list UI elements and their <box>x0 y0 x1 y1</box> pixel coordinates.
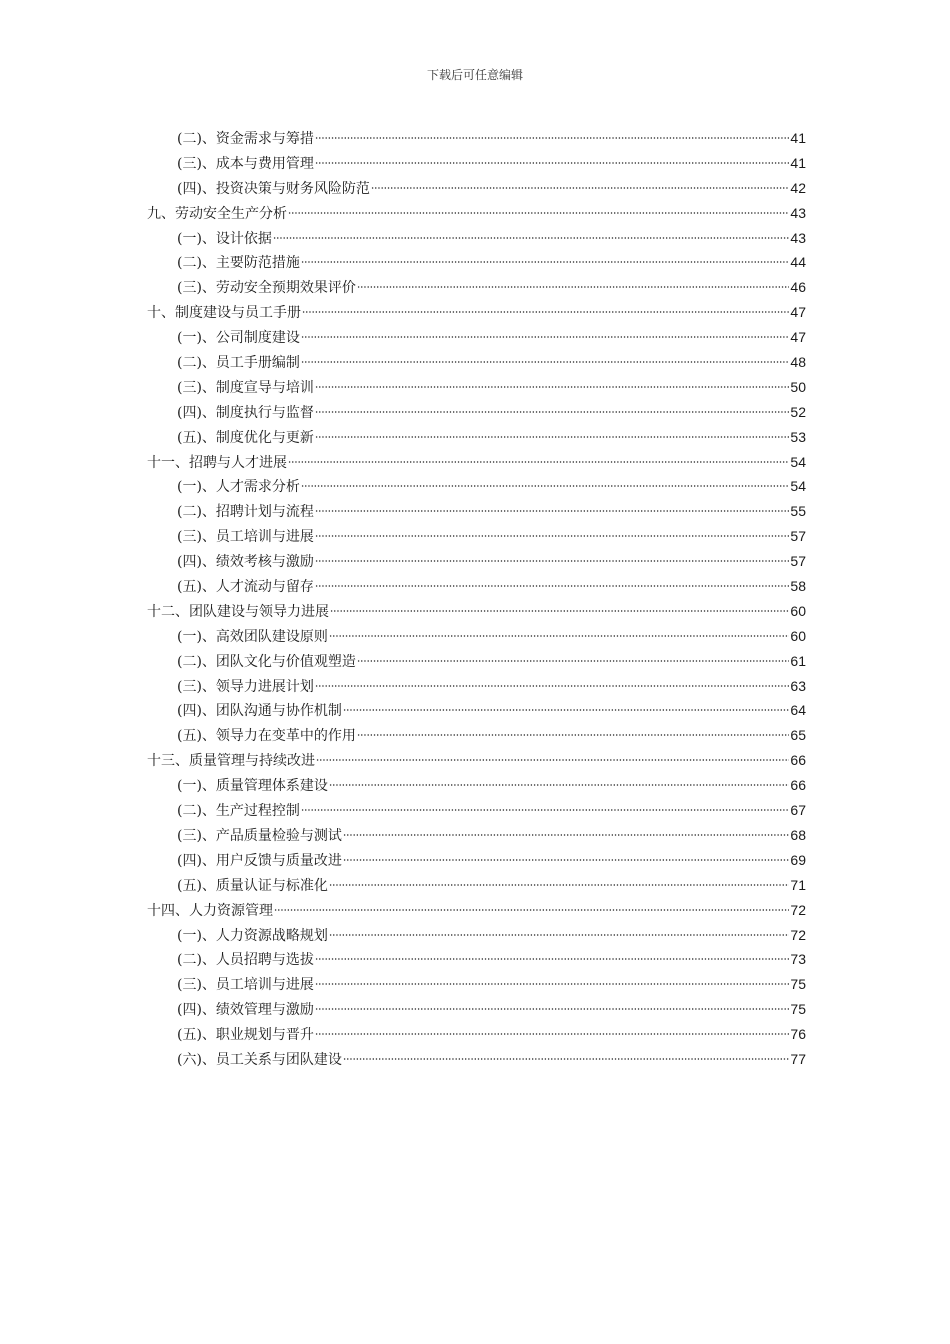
toc-dot-leader <box>315 411 789 413</box>
toc-chapter-entry[interactable] <box>147 201 806 226</box>
toc-page-number: 48 <box>790 354 806 371</box>
toc-page-number: 66 <box>790 752 806 769</box>
toc-entry-title: (五)、领导力在变革中的作用 <box>177 728 356 745</box>
toc-page-number: 47 <box>790 304 806 321</box>
toc-dot-leader <box>301 336 789 338</box>
page-header: 下载后可任意编辑 <box>426 68 523 82</box>
toc-dot-leader <box>274 909 789 911</box>
toc-section-entry[interactable] <box>147 823 806 848</box>
toc-page-number: 41 <box>790 130 806 146</box>
toc-chapter-entry[interactable] <box>147 898 806 923</box>
toc-section-entry[interactable] <box>147 723 806 748</box>
toc-entry-title: 九、劳动安全生产分析 <box>147 205 287 222</box>
toc-section-entry[interactable] <box>147 499 806 524</box>
toc-entry-title: (四)、团队沟通与协作机制 <box>177 703 342 720</box>
toc-section-entry[interactable] <box>147 151 806 176</box>
toc-page-number: 72 <box>790 926 806 943</box>
toc-dot-leader <box>301 485 789 487</box>
toc-page-number: 44 <box>790 254 806 271</box>
toc-entry-title: (一)、人力资源战略规划 <box>177 927 328 944</box>
toc-page-number: 69 <box>790 851 806 868</box>
toc-dot-leader <box>301 809 789 811</box>
toc-page-number: 63 <box>790 677 806 694</box>
toc-dot-leader <box>330 610 789 612</box>
toc-dot-leader <box>315 535 789 537</box>
toc-page-number: 64 <box>790 702 806 719</box>
toc-section-entry[interactable] <box>147 126 806 151</box>
toc-page-number: 52 <box>790 403 806 420</box>
toc-dot-leader <box>343 834 789 836</box>
toc-page-number: 50 <box>790 378 806 395</box>
toc-entry-title: (五)、人才流动与留存 <box>177 579 314 596</box>
toc-entry-title: (一)、公司制度建设 <box>177 330 300 347</box>
toc-page-number: 65 <box>790 727 806 744</box>
toc-entry-title: (四)、绩效管理与激励 <box>177 1002 314 1019</box>
toc-section-entry[interactable] <box>147 1022 806 1047</box>
toc-section-entry[interactable] <box>147 549 806 574</box>
toc-entry-title: 十二、团队建设与领导力进展 <box>147 603 329 620</box>
toc-dot-leader <box>343 1058 789 1060</box>
toc-entry-title: (三)、制度宣导与培训 <box>177 379 314 396</box>
toc-entry-title: (二)、员工手册编制 <box>177 355 300 372</box>
toc-chapter-entry[interactable] <box>147 300 806 325</box>
toc-page-number: 54 <box>790 453 806 470</box>
toc-dot-leader <box>273 237 789 239</box>
toc-page-number: 72 <box>790 901 806 918</box>
toc-section-entry[interactable] <box>147 425 806 450</box>
toc-page-number: 71 <box>790 876 806 893</box>
toc-page-number: 46 <box>790 279 806 296</box>
toc-page-number: 41 <box>790 154 806 171</box>
toc-section-entry[interactable] <box>147 997 806 1022</box>
toc-section-entry[interactable] <box>147 923 806 948</box>
toc-section-entry[interactable] <box>147 972 806 997</box>
toc-section-entry[interactable] <box>147 250 806 275</box>
toc-section-entry[interactable] <box>147 698 806 723</box>
toc-section-entry[interactable] <box>147 674 806 699</box>
toc-section-entry[interactable] <box>147 848 806 873</box>
toc-dot-leader <box>357 734 789 736</box>
toc-page-number: 43 <box>790 204 806 221</box>
toc-chapter-entry[interactable] <box>147 748 806 773</box>
table-of-contents <box>147 126 806 1072</box>
toc-dot-leader <box>315 560 789 562</box>
toc-entry-title: (三)、产品质量检验与测试 <box>177 827 342 844</box>
toc-page-number: 55 <box>790 503 806 520</box>
toc-section-entry[interactable] <box>147 176 806 201</box>
toc-section-entry[interactable] <box>147 275 806 300</box>
toc-dot-leader <box>329 635 789 637</box>
toc-entry-title: (四)、制度执行与监督 <box>177 404 314 421</box>
toc-entry-title: (三)、劳动安全预期效果评价 <box>177 280 356 297</box>
toc-dot-leader <box>315 436 789 438</box>
toc-entry-title: (二)、招聘计划与流程 <box>177 504 314 521</box>
toc-entry-title: (三)、员工培训与进展 <box>177 529 314 546</box>
toc-dot-leader <box>343 709 789 711</box>
toc-page-number: 66 <box>790 777 806 794</box>
toc-entry-title: (五)、职业规划与晋升 <box>177 1027 314 1044</box>
toc-dot-leader <box>357 660 789 662</box>
toc-page-number: 53 <box>790 428 806 445</box>
toc-entry-title: (三)、员工培训与进展 <box>177 977 314 994</box>
toc-page-number: 60 <box>790 627 806 644</box>
toc-dot-leader <box>315 983 789 985</box>
toc-dot-leader <box>371 187 789 189</box>
toc-section-entry[interactable] <box>147 873 806 898</box>
toc-dot-leader <box>288 212 789 214</box>
toc-page-number: 73 <box>790 951 806 968</box>
toc-dot-leader <box>301 361 789 363</box>
toc-entry-title: (四)、绩效考核与激励 <box>177 554 314 571</box>
toc-dot-leader <box>315 137 789 139</box>
toc-page-number: 47 <box>790 329 806 346</box>
toc-entry-title: (二)、生产过程控制 <box>177 803 300 820</box>
toc-entry-title: (六)、员工关系与团队建设 <box>177 1051 342 1068</box>
toc-dot-leader <box>315 585 789 587</box>
toc-chapter-entry[interactable] <box>147 450 806 475</box>
toc-dot-leader <box>315 386 789 388</box>
toc-page-number: 57 <box>790 553 806 570</box>
toc-section-entry[interactable] <box>147 400 806 425</box>
toc-entry-title: (一)、设计依据 <box>177 230 272 247</box>
toc-dot-leader <box>316 759 789 761</box>
toc-page-number: 61 <box>790 652 806 669</box>
toc-entry-title: (二)、主要防范措施 <box>177 255 300 272</box>
toc-dot-leader <box>315 162 789 164</box>
toc-entry-title: (二)、团队文化与价值观塑造 <box>177 653 356 670</box>
toc-page-number: 57 <box>790 528 806 545</box>
toc-section-entry[interactable] <box>147 798 806 823</box>
toc-section-entry[interactable] <box>147 350 806 375</box>
toc-dot-leader <box>315 510 789 512</box>
toc-page-number: 77 <box>790 1050 806 1067</box>
toc-entry-title: (一)、高效团队建设原则 <box>177 628 328 645</box>
toc-entry-title: (一)、人才需求分析 <box>177 479 300 496</box>
toc-dot-leader <box>315 685 789 687</box>
toc-dot-leader <box>315 1008 789 1010</box>
toc-dot-leader <box>357 286 789 288</box>
toc-page-number: 42 <box>790 179 806 196</box>
toc-entry-title: 十、制度建设与员工手册 <box>147 305 301 322</box>
toc-section-entry[interactable] <box>147 1047 806 1072</box>
toc-dot-leader <box>315 1033 789 1035</box>
toc-section-entry[interactable] <box>147 325 806 350</box>
toc-entry-title: (三)、领导力进展计划 <box>177 678 314 695</box>
toc-section-entry[interactable] <box>147 773 806 798</box>
toc-entry-title: 十一、招聘与人才进展 <box>147 454 287 471</box>
toc-entry-title: 十三、质量管理与持续改进 <box>147 753 315 770</box>
toc-entry-title: (四)、投资决策与财务风险防范 <box>177 180 370 197</box>
toc-page-number: 60 <box>790 602 806 619</box>
toc-page-number: 67 <box>790 802 806 819</box>
toc-section-entry[interactable] <box>147 524 806 549</box>
toc-dot-leader <box>343 859 789 861</box>
toc-dot-leader <box>329 884 789 886</box>
toc-section-entry[interactable] <box>147 649 806 674</box>
toc-page-number: 43 <box>790 229 806 246</box>
toc-dot-leader <box>301 261 789 263</box>
toc-page-number: 68 <box>790 826 806 843</box>
toc-dot-leader <box>315 958 789 960</box>
toc-section-entry[interactable] <box>147 624 806 649</box>
toc-page-number: 76 <box>790 1026 806 1043</box>
toc-page-number: 54 <box>790 478 806 495</box>
toc-page-number: 58 <box>790 578 806 595</box>
toc-dot-leader <box>329 784 789 786</box>
toc-page-number: 75 <box>790 1001 806 1018</box>
toc-section-entry[interactable] <box>147 226 806 251</box>
toc-entry-title: (四)、用户反馈与质量改进 <box>177 852 342 869</box>
toc-entry-title: (三)、成本与费用管理 <box>177 155 314 172</box>
toc-entry-title: (二)、资金需求与筹措 <box>177 131 314 147</box>
toc-page-number: 75 <box>790 976 806 993</box>
toc-section-entry[interactable] <box>147 474 806 499</box>
toc-section-entry[interactable] <box>147 574 806 599</box>
toc-section-entry[interactable] <box>147 375 806 400</box>
toc-dot-leader <box>329 934 789 936</box>
toc-entry-title: (五)、制度优化与更新 <box>177 429 314 446</box>
toc-entry-title: (二)、人员招聘与选拔 <box>177 952 314 969</box>
toc-entry-title: (一)、质量管理体系建设 <box>177 778 328 795</box>
toc-entry-title: (五)、质量认证与标准化 <box>177 877 328 894</box>
toc-section-entry[interactable] <box>147 947 806 972</box>
toc-dot-leader <box>302 311 789 313</box>
toc-chapter-entry[interactable] <box>147 599 806 624</box>
toc-entry-title: 十四、人力资源管理 <box>147 902 273 919</box>
toc-dot-leader <box>288 461 789 463</box>
